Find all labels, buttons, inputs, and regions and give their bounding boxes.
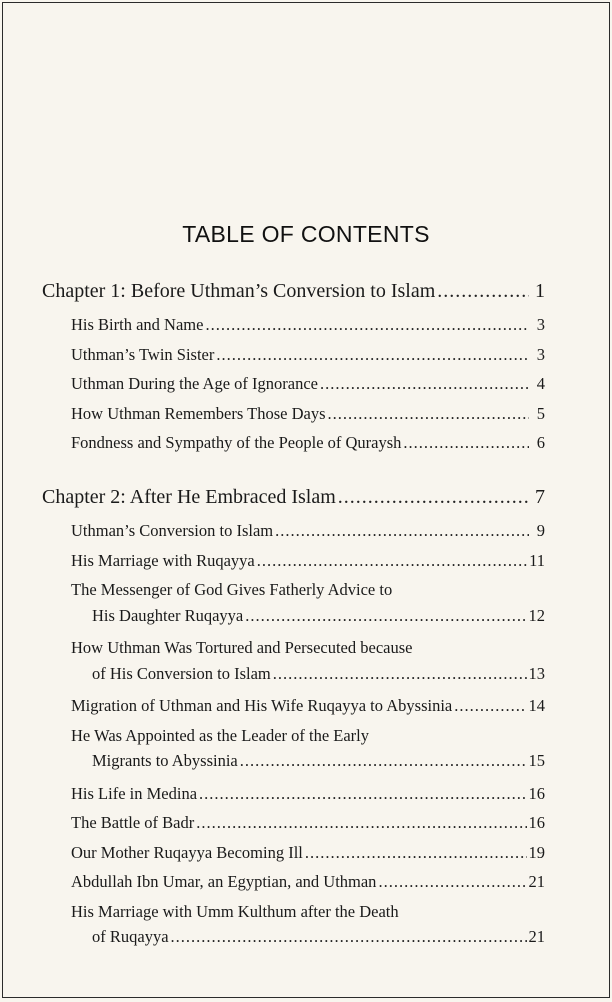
toc-entry-title: Uthman During the Age of Ignorance (71, 374, 318, 393)
toc-entry-title: Our Mother Ruqayya Becoming Ill (71, 842, 303, 862)
toc-entry-title-line1: His Marriage with Umm Kulthum after the Death (71, 901, 399, 921)
toc-entry-title: Uthman’s Twin Sister (71, 344, 215, 364)
toc-entry-title-line1: How Uthman Was Tortured and Persecuted because (71, 638, 413, 657)
toc-entry-title-line1: The Messenger of God Gives Fatherly Advice to (71, 580, 393, 599)
toc-entry-line (42, 279, 545, 303)
toc-page-number: 21 (528, 927, 545, 946)
dot-leader (320, 374, 529, 394)
dot-leader (196, 813, 526, 833)
dot-leader (245, 606, 526, 626)
toc-page-number: 3 (536, 315, 545, 334)
toc-entry-line (71, 374, 545, 394)
toc-entry-title: Abdullah Ibn Umar, an Egyptian, and Uthman (71, 872, 377, 891)
toc-entry-line (71, 813, 545, 833)
dot-leader (205, 315, 529, 335)
toc-entry-title: Uthman’s Conversion to Islam (71, 521, 274, 540)
toc-entry-title: How Uthman Remembers Those Days (71, 403, 326, 423)
toc-entry-title: The Battle of Badr (71, 813, 195, 832)
toc-entry-title: His Birth and Name (71, 315, 204, 334)
toc-page-number: 15 (528, 751, 545, 770)
toc-page-number: 6 (536, 433, 545, 452)
toc-entry-line (71, 433, 545, 453)
toc-entry-line (71, 345, 545, 365)
toc-entry-line (71, 843, 545, 863)
dot-leader (378, 872, 526, 892)
toc-entry-title-line1: He Was Appointed as the Leader of the Early (71, 725, 370, 745)
toc-page-number: 16 (528, 783, 545, 803)
dot-leader (257, 551, 527, 571)
toc-entry-line (71, 696, 545, 716)
dot-leader (305, 843, 527, 863)
toc-page-number: 19 (528, 842, 545, 862)
dot-leader (273, 664, 527, 684)
toc-entry-line (92, 927, 545, 947)
toc-page-number: 5 (536, 403, 545, 423)
toc-page-number: 16 (528, 813, 545, 832)
dot-leader (403, 433, 529, 453)
toc-page-number: 3 (536, 344, 545, 364)
toc-entry-title: Migration of Uthman and His Wife Ruqayya to Abyssinia (71, 696, 453, 715)
toc-entry-title: Fondness and Sympathy of the People of Quraysh (71, 433, 402, 452)
toc-entry-title: of His Conversion to Islam (92, 663, 271, 683)
toc-entry-line (71, 315, 545, 335)
toc-entry-line (42, 485, 545, 509)
toc-page-number: 1 (535, 280, 545, 302)
toc-page-number: 7 (535, 486, 545, 508)
book-page (2, 2, 610, 998)
dot-leader (216, 345, 529, 365)
toc-entry-line (71, 521, 545, 541)
toc-entry-title: His Marriage with Ruqayya (71, 550, 255, 570)
toc-entry-line (71, 872, 545, 892)
toc-entry-line (92, 751, 545, 771)
dot-leader (171, 927, 527, 947)
toc-page-number: 21 (528, 872, 545, 891)
toc-entry-title: His Life in Medina (71, 783, 198, 803)
toc-page-number: 11 (529, 550, 545, 570)
toc-entry-title: Chapter 1: Before Uthman’s Conversion to Islam (42, 280, 436, 302)
dot-leader (338, 485, 529, 509)
dot-leader (275, 521, 529, 541)
toc-page-number: 12 (528, 605, 545, 625)
toc-entry-line (92, 606, 545, 626)
toc-entry-title: Migrants to Abyssinia (92, 751, 238, 770)
dot-leader (199, 784, 526, 804)
toc-page-number: 14 (528, 696, 545, 715)
toc-entry-line (71, 784, 545, 804)
dot-leader (328, 404, 530, 424)
dot-leader (240, 751, 527, 771)
toc-page-number: 4 (536, 374, 545, 393)
toc-heading: TABLE OF CONTENTS (182, 221, 430, 247)
toc-entry-title: of Ruqayya (92, 927, 169, 946)
toc-page-number: 13 (528, 663, 545, 683)
toc-entry-title: His Daughter Ruqayya (92, 605, 244, 625)
toc-page-number: 9 (536, 521, 545, 540)
toc-entry-title: Chapter 2: After He Embraced Islam (42, 486, 336, 508)
dot-leader (454, 696, 526, 716)
toc-entry-line (92, 664, 545, 684)
toc-entry-line (71, 404, 545, 424)
dot-leader (437, 279, 529, 303)
toc-entry-line (71, 551, 545, 571)
